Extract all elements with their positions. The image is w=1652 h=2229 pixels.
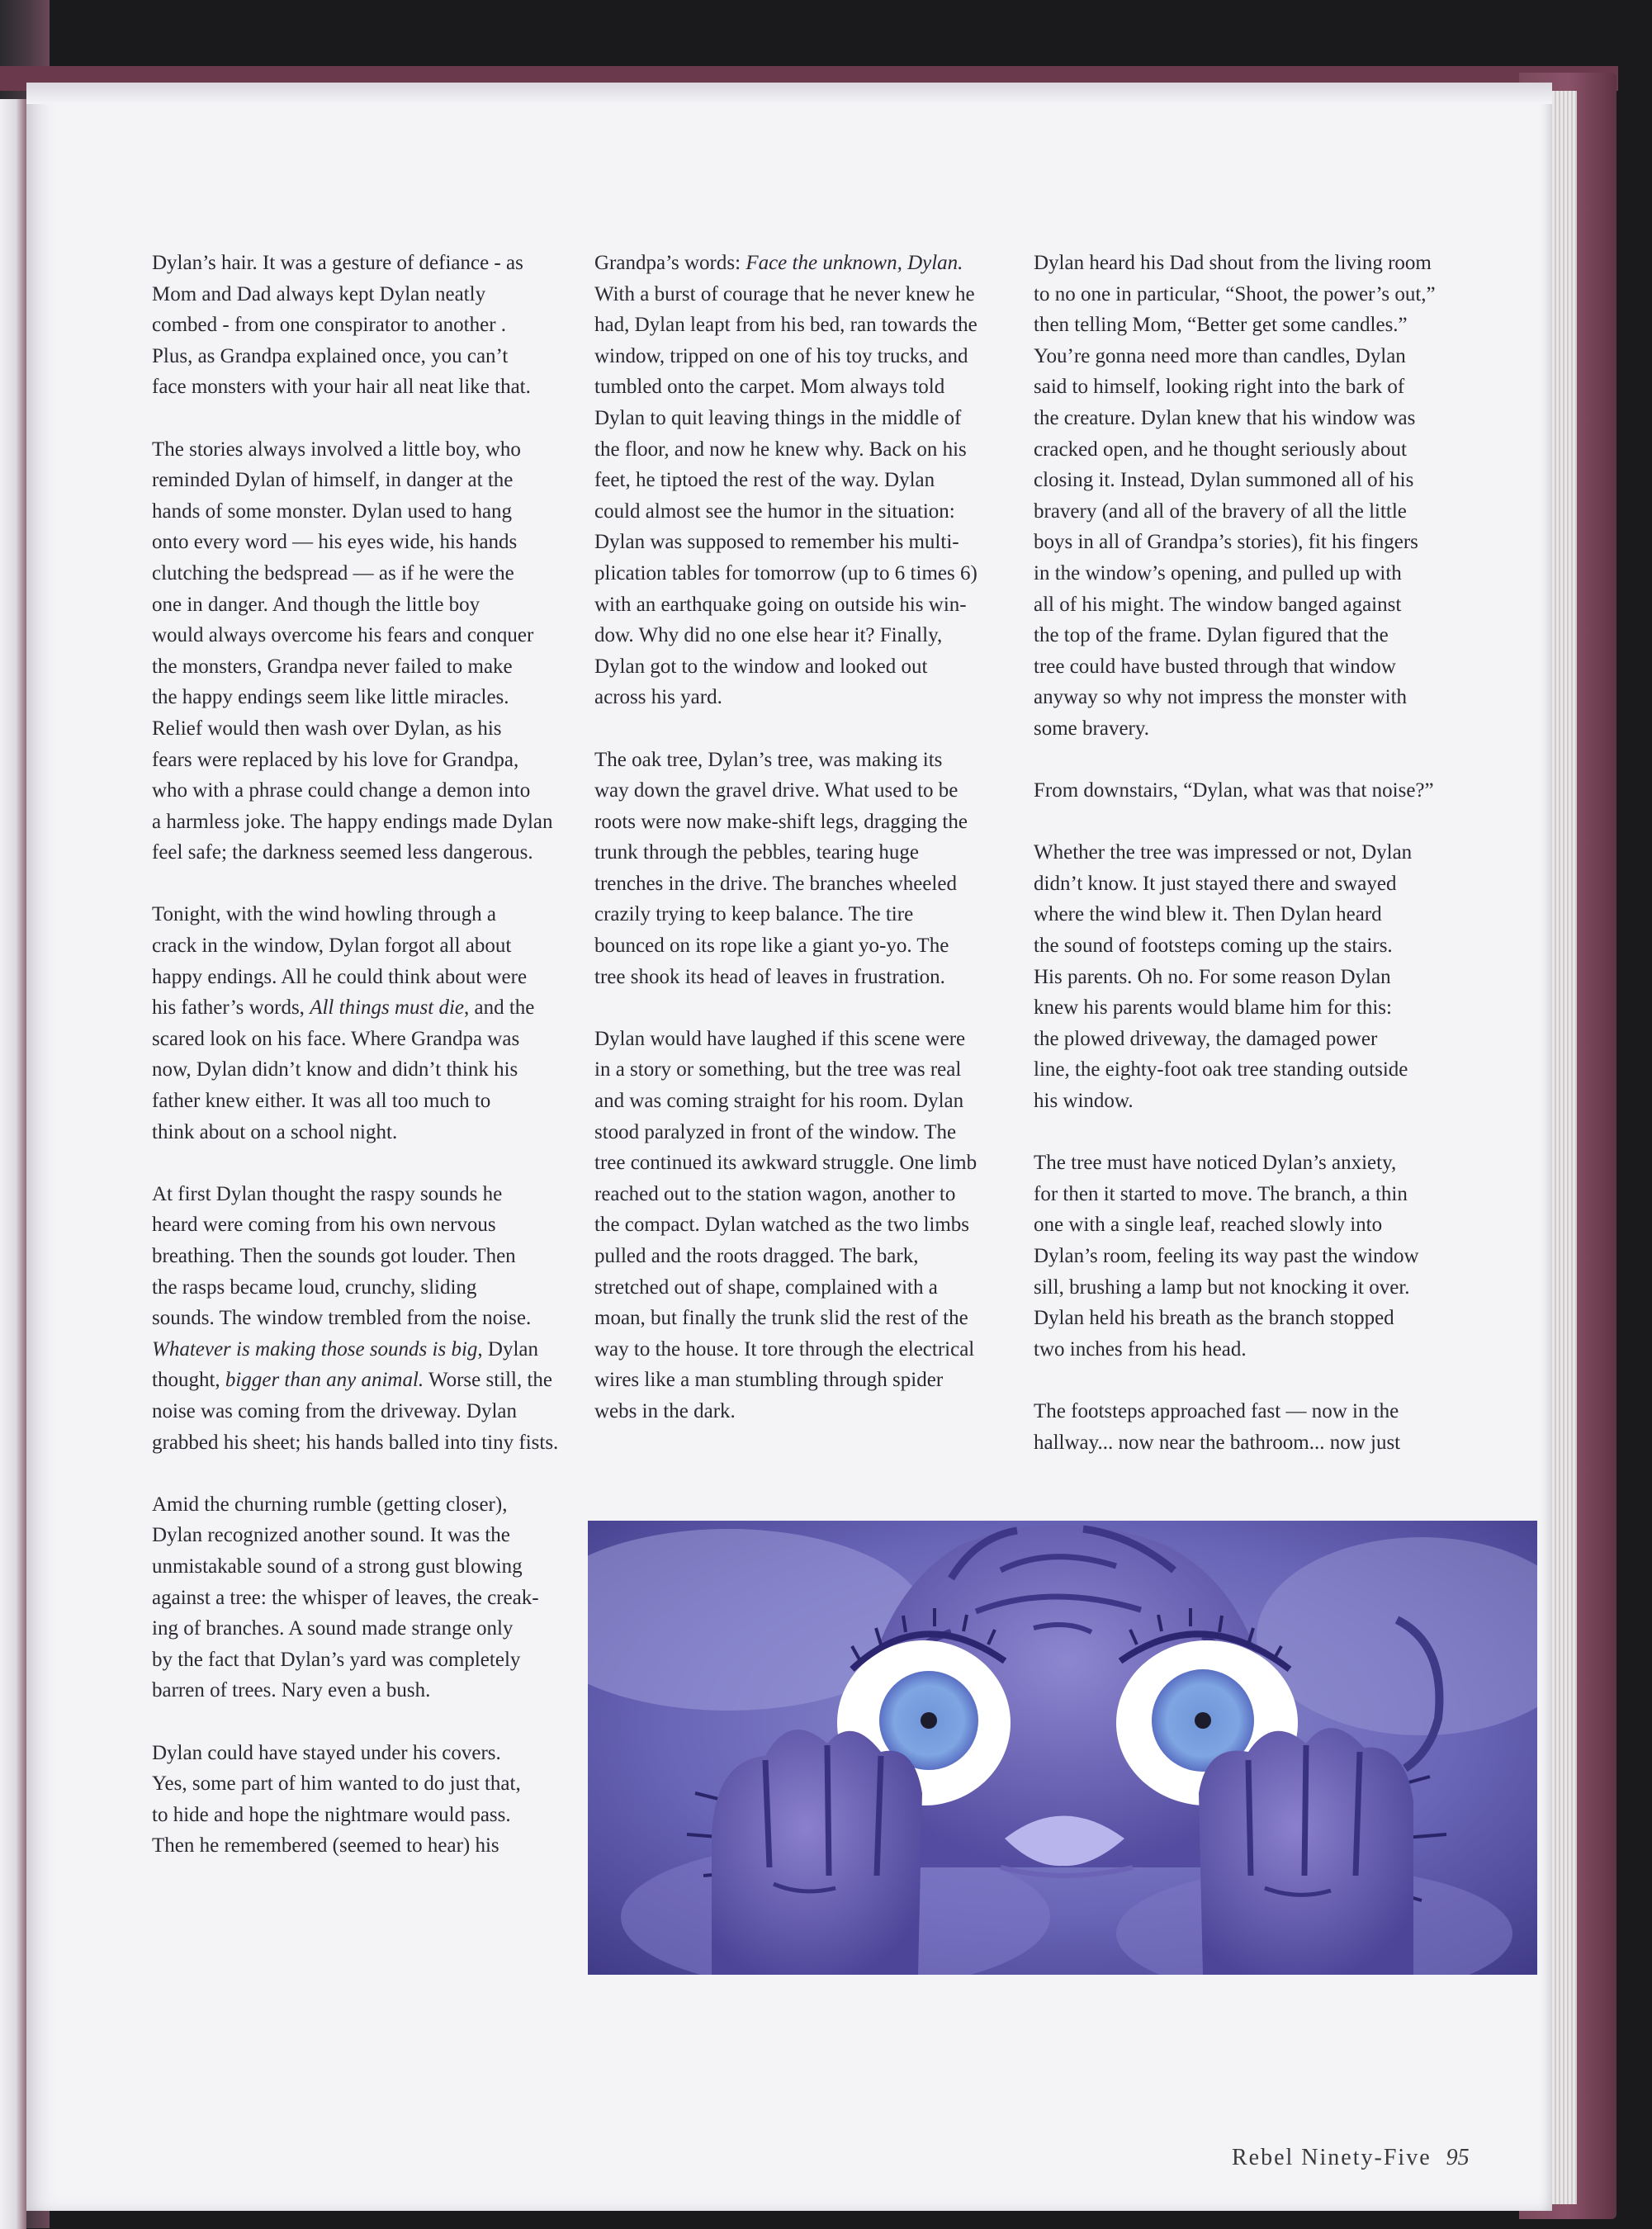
text-line: At first Dylan thought the raspy sounds he	[152, 1182, 503, 1205]
emphasis-text: bigger than any animal.	[225, 1369, 424, 1392]
text-line: one with a single leaf, reached slowly into	[1034, 1214, 1383, 1237]
text-line: You’re gonna need more than candles, Dylan	[1034, 344, 1406, 367]
paragraph	[594, 1024, 1040, 1427]
text-line: hallway... now near the bathroom... now just	[1034, 1431, 1401, 1454]
page-footer	[1232, 2145, 1470, 2171]
paragraph	[152, 434, 581, 868]
text-line: the rasps became loud, crunchy, sliding	[152, 1275, 477, 1299]
text-line: The oak tree, Dylan’s tree, was making its	[594, 748, 943, 771]
publication-title: Rebel Ninety-Five	[1232, 2145, 1432, 2170]
text-line: the sound of footsteps coming up the stairs.	[1034, 935, 1393, 958]
text-line: for then it started to move. The branch, a thin	[1034, 1182, 1408, 1205]
emphasis-text: Face the unknown, Dylan.	[746, 252, 963, 274]
text-line: bounced on its rope like a giant yo-yo. The	[594, 935, 949, 958]
text-line: way to the house. It tore through the electrical	[594, 1337, 975, 1361]
text-line: the creature. Dylan knew that his window was	[1034, 406, 1416, 429]
text-line: trunk through the pebbles, tearing huge	[594, 841, 919, 864]
text-line: Relief would then wash over Dylan, as his	[152, 717, 502, 740]
paragraph	[594, 745, 1040, 993]
text-line: trenches in the drive. The branches wheeled	[594, 872, 957, 895]
text-line: said to himself, looking right into the bark of	[1034, 376, 1405, 399]
creature-illustration	[588, 1521, 1537, 1975]
book-page	[26, 83, 1552, 2211]
paragraph	[1034, 775, 1484, 807]
text-run: thought,	[152, 1369, 225, 1392]
text-line: by the fact that Dylan’s yard was completely	[152, 1648, 521, 1671]
text-column-2	[594, 248, 1040, 1458]
text-line: noise was coming from the driveway. Dylan	[152, 1399, 518, 1422]
page-top-shadow	[26, 83, 1552, 104]
text-line: where the wind blew it. Then Dylan heard	[1034, 903, 1382, 926]
text-line: Dylan to quit leaving things in the middle of	[594, 406, 962, 429]
text-line: Dylan’s hair. It was a gesture of defiance - as	[152, 252, 523, 274]
text-line: some bravery.	[1034, 717, 1149, 740]
line-group	[594, 279, 1040, 713]
text-line: across his yard.	[594, 686, 722, 709]
text-line: and was coming straight for his room. Dylan	[594, 1090, 964, 1113]
text-line: stretched out of shape, complained with a	[594, 1275, 938, 1299]
paragraph	[152, 899, 581, 1148]
text-line: to hide and hope the nightmare would pass.	[152, 1803, 511, 1826]
paragraph	[1034, 837, 1484, 1116]
text-line	[152, 1334, 581, 1365]
text-line: His parents. Oh no. For some reason Dylan	[1034, 965, 1391, 988]
text-line: all of his might. The window banged against	[1034, 593, 1402, 616]
text-line: fears were replaced by his love for Grandpa,	[152, 748, 519, 771]
text-line: From downstairs, “Dylan, what was that noise?”	[1034, 779, 1434, 802]
text-line: a harmless joke. The happy endings made Dylan	[152, 810, 553, 833]
text-line: in a story or something, but the tree was real	[594, 1058, 962, 1081]
text-line: hands of some monster. Dylan used to hang	[152, 499, 513, 523]
text-line: two inches from his head.	[1034, 1337, 1247, 1361]
text-line: the floor, and now he knew why. Back on his	[594, 438, 967, 461]
text-line: pulled and the roots dragged. The bark,	[594, 1245, 919, 1267]
text-line: didn’t know. It just stayed there and swayed	[1034, 872, 1397, 895]
page-number: 95	[1446, 2145, 1470, 2170]
text-line: knew his parents would blame him for this:	[1034, 996, 1392, 1020]
text-line: plication tables for tomorrow (up to 6 times 6)	[594, 561, 977, 584]
text-line: reminded Dylan of himself, in danger at the	[152, 469, 514, 492]
text-line: way down the gravel drive. What used to be	[594, 779, 959, 802]
text-line: Dylan could have stayed under his covers.	[152, 1741, 501, 1764]
text-line: then telling Mom, “Better get some candles.”	[1034, 314, 1408, 337]
text-line: bravery (and all of the bravery of all the little	[1034, 499, 1407, 523]
text-line: Dylan was supposed to remember his multi-	[594, 531, 959, 554]
paragraph	[594, 248, 1040, 713]
text-line: tumbled onto the carpet. Mom always told	[594, 376, 945, 399]
text-line: Yes, some part of him wanted to do just that,	[152, 1772, 521, 1796]
line-group	[152, 1396, 581, 1458]
text-line: feet, he tiptoed the rest of the way. Dylan	[594, 469, 935, 492]
text-line: would always overcome his fears and conquer	[152, 624, 534, 647]
paragraph	[152, 1179, 581, 1458]
line-group	[152, 1024, 581, 1148]
text-line: the monsters, Grandpa never failed to make	[152, 655, 513, 678]
paragraph	[152, 1489, 581, 1706]
text-column-3	[1034, 248, 1484, 1489]
text-line: tree shook its head of leaves in frustration.	[594, 965, 945, 988]
text-line: anyway so why not impress the monster with	[1034, 686, 1408, 709]
paragraph	[152, 1738, 581, 1862]
paragraph	[1034, 1396, 1484, 1458]
text-line: Dylan recognized another sound. It was the	[152, 1524, 510, 1547]
paragraph	[152, 248, 581, 403]
text-line: the plowed driveway, the damaged power	[1034, 1027, 1378, 1050]
text-line: breathing. Then the sounds got louder. Then	[152, 1245, 516, 1267]
text-line: tree could have busted through that window	[1034, 655, 1396, 678]
text-line: his window.	[1034, 1090, 1134, 1113]
text-line: unmistakable sound of a strong gust blowing	[152, 1555, 523, 1578]
text-line: clutching the bedspread — as if he were the	[152, 561, 514, 584]
text-line: With a burst of courage that he never knew he	[594, 282, 975, 305]
text-line: barren of trees. Nary even a bush.	[152, 1679, 431, 1702]
line-group	[152, 899, 581, 992]
text-line: scared look on his face. Where Grandpa was	[152, 1027, 520, 1050]
text-line: Dylan heard his Dad shout from the living room	[1034, 252, 1432, 274]
text-column-1	[152, 248, 581, 1892]
text-line	[594, 248, 1040, 279]
text-line: Amid the churning rumble (getting closer),	[152, 1493, 508, 1516]
text-line: The footsteps approached fast — now in the	[1034, 1399, 1399, 1422]
text-line: Mom and Dad always kept Dylan neatly	[152, 282, 486, 305]
previous-page-curl	[0, 99, 26, 2229]
text-line	[152, 992, 581, 1024]
text-line: dow. Why did no one else hear it? Finally,	[594, 624, 943, 647]
text-run: Worse still, the	[424, 1369, 553, 1392]
emphasis-text: All things must die	[310, 996, 464, 1020]
text-line	[152, 1365, 581, 1396]
text-line: Tonight, with the wind howling through a	[152, 903, 496, 926]
text-line: reached out to the station wagon, another to	[594, 1182, 956, 1205]
line-group	[152, 1179, 581, 1334]
text-line: sill, brushing a lamp but not knocking it over.	[1034, 1275, 1410, 1299]
text-line: feel safe; the darkness seemed less dangerous.	[152, 841, 533, 864]
text-line: Dylan got to the window and looked out	[594, 655, 928, 678]
text-line: Whether the tree was impressed or not, Dylan	[1034, 841, 1413, 864]
text-line: who with a phrase could change a demon into	[152, 779, 531, 802]
text-line: onto every word — his eyes wide, his hands	[152, 531, 518, 554]
text-line: heard were coming from his own nervous	[152, 1214, 496, 1237]
text-line: boys in all of Grandpa’s stories), fit his fingers	[1034, 531, 1418, 554]
text-line: the top of the frame. Dylan figured that the	[1034, 624, 1389, 647]
text-line: stood paralyzed in front of the window. The	[594, 1120, 957, 1143]
text-line: with an earthquake going on outside his win-	[594, 593, 967, 616]
text-line: wires like a man stumbling through spider	[594, 1369, 944, 1392]
text-line: to no one in particular, “Shoot, the power’s out,”	[1034, 282, 1436, 305]
text-line: crack in the window, Dylan forgot all about	[152, 935, 512, 958]
text-line: the happy endings seem like little miracles.	[152, 686, 509, 709]
text-line: in the window’s opening, and pulled up with	[1034, 561, 1402, 584]
text-line: the compact. Dylan watched as the two limbs	[594, 1214, 970, 1237]
text-line: tree continued its awkward struggle. One limb	[594, 1152, 977, 1175]
text-line: Plus, as Grandpa explained once, you can’t	[152, 344, 509, 367]
paragraph	[1034, 1148, 1484, 1365]
text-line: could almost see the humor in the situation:	[594, 499, 955, 523]
text-line: think about on a school night.	[152, 1120, 398, 1143]
text-line: webs in the dark.	[594, 1399, 736, 1422]
text-line: crazily trying to keep balance. The tire	[594, 903, 914, 926]
text-run: Grandpa’s words:	[594, 252, 746, 274]
illustration-peeking-creature	[588, 1521, 1537, 1975]
text-line: combed - from one conspirator to another .	[152, 314, 507, 337]
paragraph	[1034, 248, 1484, 745]
text-line: The stories always involved a little boy, who	[152, 438, 521, 461]
text-run: , and the	[464, 996, 535, 1020]
text-line: grabbed his sheet; his hands balled into tiny fists.	[152, 1431, 559, 1454]
text-line: roots were now make-shift legs, dragging the	[594, 810, 968, 833]
text-line: Then he remembered (seemed to hear) his	[152, 1834, 499, 1858]
text-line: closing it. Instead, Dylan summoned all of his	[1034, 469, 1414, 492]
text-line: sounds. The window trembled from the noise.	[152, 1307, 532, 1330]
text-line: ing of branches. A sound made strange only	[152, 1617, 514, 1640]
emphasis-text: Whatever is making those sounds is big	[152, 1337, 478, 1361]
text-line: happy endings. All he could think about were	[152, 965, 528, 988]
text-run: , Dylan	[477, 1337, 539, 1361]
text-line: cracked open, and he thought seriously about	[1034, 438, 1407, 461]
text-line: Dylan would have laughed if this scene were	[594, 1027, 966, 1050]
text-line: father knew either. It was all too much to	[152, 1090, 491, 1113]
text-line: moan, but finally the trunk slid the rest of the	[594, 1307, 968, 1330]
text-line: face monsters with your hair all neat like that.	[152, 376, 531, 399]
text-line: had, Dylan leapt from his bed, ran towards the	[594, 314, 977, 337]
text-line: Dylan held his breath as the branch stopped	[1034, 1307, 1394, 1330]
text-line: line, the eighty-foot oak tree standing outside	[1034, 1058, 1408, 1081]
text-line: against a tree: the whisper of leaves, the creak-	[152, 1586, 539, 1609]
text-line: one in danger. And though the little boy	[152, 593, 480, 616]
text-run: his father’s words,	[152, 996, 310, 1020]
text-line: The tree must have noticed Dylan’s anxiety,	[1034, 1152, 1397, 1175]
text-line: now, Dylan didn’t know and didn’t think his	[152, 1058, 518, 1081]
text-line: Dylan’s room, feeling its way past the window	[1034, 1245, 1419, 1267]
text-line: window, tripped on one of his toy trucks, and	[594, 344, 968, 367]
